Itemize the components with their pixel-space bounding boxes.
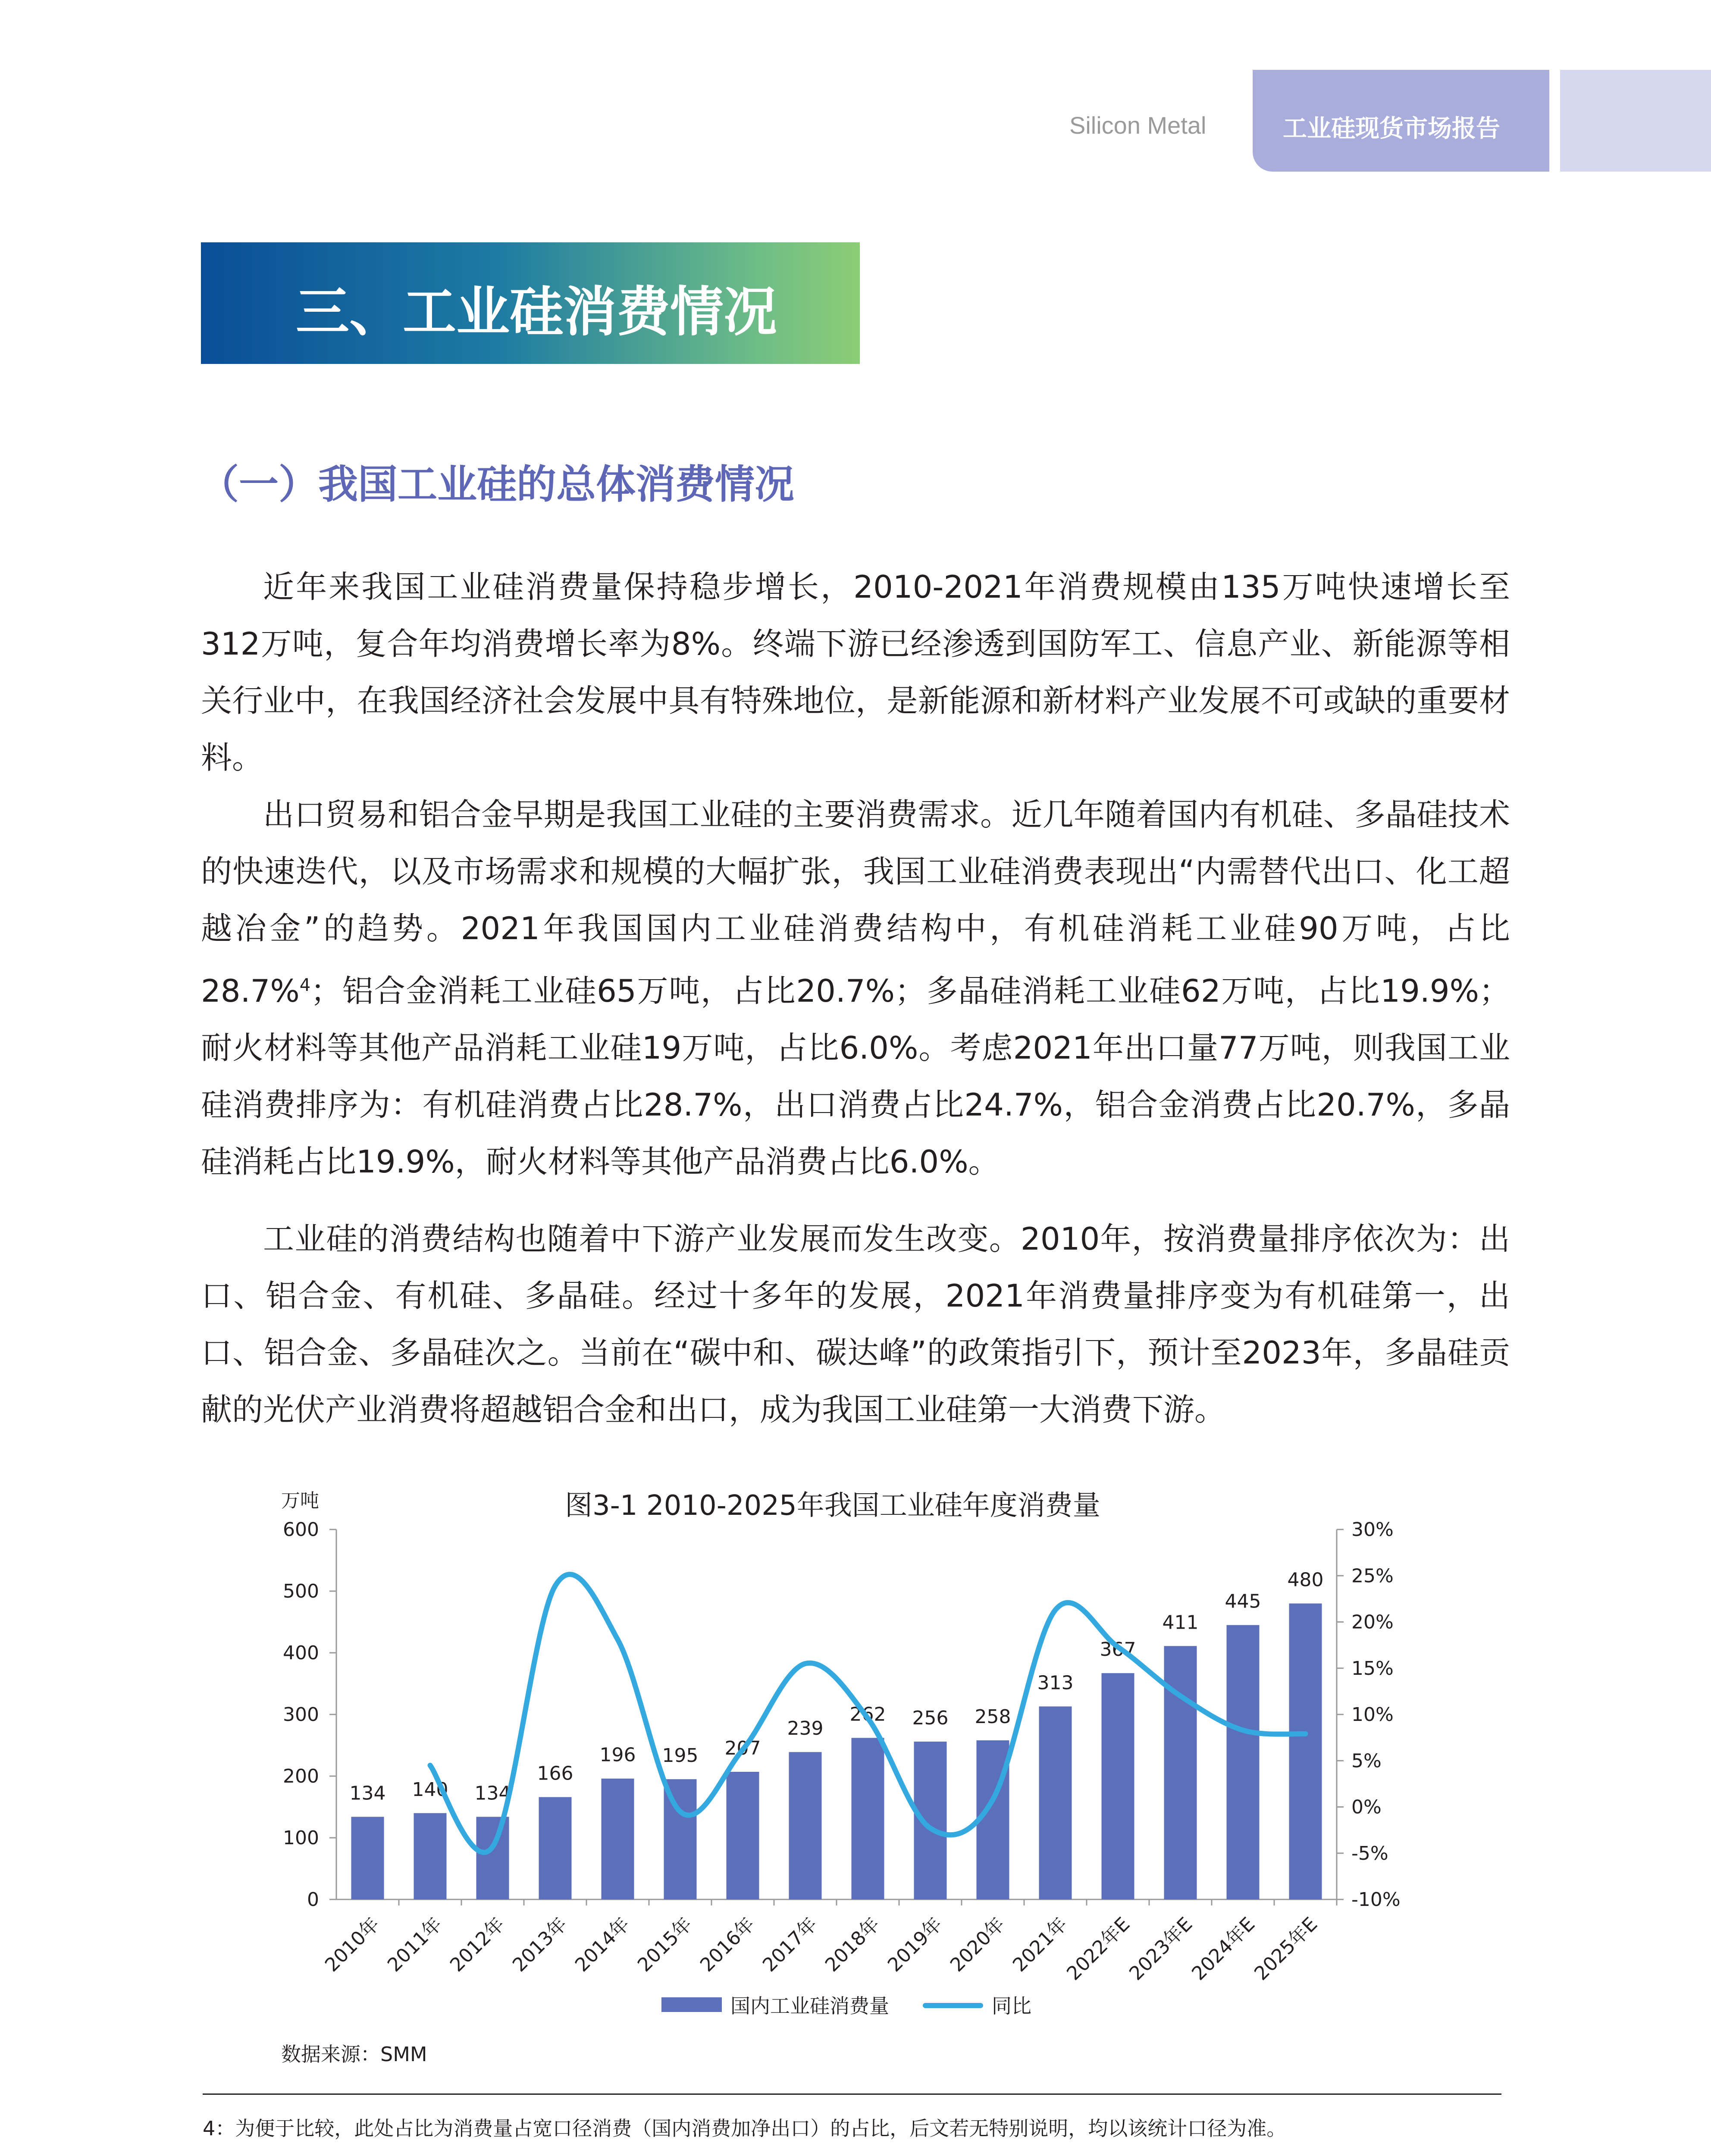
y2-tick-label: 15% bbox=[1351, 1657, 1394, 1680]
x-tick-label: 2022年E bbox=[1062, 1913, 1134, 1985]
paragraph-2-part-2: ；铝合金消耗工业硅65万吨，占比20.7%；多晶硅消耗工业硅62万吨，占比19.9%；耐火材料等其他产品消耗工业硅19万吨，占比6.0%。考虑2021年出口量77万吨，则我国工业硅消费排序为：有机硅消费占比28.7%，出口消费占比24.7%，铝合金消费占比20.7%，多晶硅消耗占比19.9%，耐火材料等其他产品消费占比6.0%。 bbox=[201, 973, 1510, 1180]
y2-tick-label: 25% bbox=[1351, 1565, 1394, 1587]
x-tick-label: 2016年 bbox=[696, 1913, 759, 1977]
y-tick-label: 600 bbox=[283, 1519, 319, 1541]
bar-value-label: 196 bbox=[599, 1744, 636, 1766]
bar bbox=[476, 1817, 509, 1899]
bar-value-label: 258 bbox=[975, 1706, 1011, 1728]
bar-value-label: 195 bbox=[662, 1745, 699, 1767]
bar bbox=[1039, 1706, 1072, 1899]
bar-value-label: 140 bbox=[412, 1778, 448, 1801]
chart-title: 图3-1 2010-2025年我国工业硅年度消费量 bbox=[565, 1490, 1100, 1522]
data-source: 数据来源：SMM bbox=[281, 2043, 427, 2066]
bar-value-label: 313 bbox=[1037, 1672, 1074, 1694]
header-tab-title: 工业硅现货市场报告 bbox=[1283, 115, 1500, 143]
bar bbox=[1164, 1646, 1197, 1899]
x-tick-label: 2015年 bbox=[633, 1913, 697, 1977]
legend-bar-label: 国内工业硅消费量 bbox=[730, 1994, 889, 2018]
paragraph-2-part-1: 出口贸易和铝合金早期是我国工业硅的主要消费需求。近几年随着国内有机硅、多晶硅技术的快速迭代，以及市场需求和规模的大幅扩张，我国工业硅消费表现出“内需替代出口、化工超越冶金”的趋势。2021年我国国内工业硅消费结构中，有机硅消耗工业硅90万吨，占比28.7% bbox=[201, 796, 1510, 1009]
y2-tick-label: 20% bbox=[1351, 1611, 1394, 1633]
footnote: 4：为便于比较，此处占比为消费量占宽口径消费（国内消费加净出口）的占比，后文若无特别说明，均以该统计口径为准。 bbox=[203, 2117, 1287, 2140]
x-tick-label: 2017年 bbox=[758, 1913, 822, 1977]
bar bbox=[414, 1813, 447, 1899]
x-tick-label: 2013年 bbox=[508, 1913, 572, 1977]
bar-value-label: 445 bbox=[1225, 1590, 1261, 1613]
bar-value-label: 239 bbox=[787, 1717, 824, 1740]
x-tick-label: 2023年E bbox=[1125, 1913, 1197, 1985]
bar-value-label: 134 bbox=[474, 1782, 511, 1805]
bar bbox=[1102, 1673, 1134, 1899]
x-tick-label: 2018年 bbox=[821, 1913, 884, 1977]
bar-value-label: 134 bbox=[349, 1782, 386, 1805]
legend-line-swatch bbox=[923, 2003, 983, 2008]
bar-value-label: 166 bbox=[537, 1762, 573, 1785]
bar-value-label: 367 bbox=[1100, 1639, 1136, 1661]
bar-value-label: 480 bbox=[1287, 1569, 1324, 1591]
x-tick-label: 2011年 bbox=[383, 1913, 447, 1977]
x-tick-label: 2014年 bbox=[570, 1913, 634, 1977]
bar-value-label: 262 bbox=[849, 1703, 886, 1726]
y-tick-label: 300 bbox=[283, 1704, 319, 1726]
x-tick-label: 2020年 bbox=[946, 1913, 1009, 1977]
bar bbox=[351, 1817, 384, 1899]
chart-y-unit: 万吨 bbox=[281, 1490, 319, 1512]
y2-tick-label: 0% bbox=[1351, 1796, 1382, 1818]
y2-tick-label: -10% bbox=[1351, 1889, 1401, 1911]
bar-value-label: 411 bbox=[1162, 1611, 1199, 1634]
x-tick-label: 2021年 bbox=[1008, 1913, 1072, 1977]
y-tick-label: 100 bbox=[283, 1827, 319, 1849]
bar-value-label: 207 bbox=[724, 1737, 761, 1759]
x-tick-label: 2019年 bbox=[883, 1913, 947, 1977]
bar bbox=[602, 1779, 634, 1899]
y2-tick-label: 10% bbox=[1351, 1704, 1394, 1726]
y-tick-label: 500 bbox=[283, 1580, 319, 1602]
footnote-divider bbox=[203, 2093, 1501, 2095]
y2-tick-label: 30% bbox=[1351, 1519, 1394, 1541]
legend-line-label: 同比 bbox=[992, 1994, 1031, 2018]
bar bbox=[852, 1738, 884, 1899]
x-tick-label: 2024年E bbox=[1188, 1913, 1260, 1985]
bar bbox=[1289, 1604, 1322, 1899]
section-title: 三、工业硅消费情况 bbox=[296, 281, 777, 343]
bar-value-label: 256 bbox=[912, 1707, 949, 1729]
bar bbox=[789, 1752, 822, 1899]
footnote-ref: 4 bbox=[299, 975, 311, 995]
bar bbox=[914, 1742, 947, 1899]
bar bbox=[539, 1797, 572, 1899]
paragraph-1: 近年来我国工业硅消费量保持稳步增长，2010-2021年消费规模由135万吨快速增长至312万吨，复合年均消费增长率为8%。终端下游已经渗透到国防军工、信息产业、新能源等相关行业中，在我国经济社会发展中具有特殊地位，是新能源和新材料产业发展不可或缺的重要材料。 bbox=[201, 569, 1510, 776]
paragraph-3: 工业硅的消费结构也随着中下游产业发展而发生改变。2010年，按消费量排序依次为：出口、铝合金、有机硅、多晶硅。经过十多年的发展，2021年消费量排序变为有机硅第一，出口、铝合金、多晶硅次之。当前在“碳中和、碳达峰”的政策指引下，预计至2023年，多晶硅贡献的光伏产业消费将超越铝合金和出口，成为我国工业硅第一大消费下游。 bbox=[201, 1221, 1510, 1428]
x-tick-label: 2010年 bbox=[320, 1913, 384, 1977]
header-english-title: Silicon Metal bbox=[1069, 112, 1206, 139]
y-tick-label: 200 bbox=[283, 1765, 319, 1787]
bar bbox=[1227, 1625, 1260, 1899]
y2-tick-label: -5% bbox=[1351, 1842, 1388, 1865]
y-tick-label: 0 bbox=[307, 1889, 319, 1911]
x-tick-label: 2012年 bbox=[445, 1913, 509, 1977]
x-tick-label: 2025年E bbox=[1250, 1913, 1322, 1985]
y2-tick-label: 5% bbox=[1351, 1750, 1382, 1772]
subsection-title: （一）我国工业硅的总体消费情况 bbox=[199, 461, 795, 508]
bar bbox=[727, 1772, 759, 1899]
y-tick-label: 400 bbox=[283, 1642, 319, 1664]
legend-bar-swatch bbox=[661, 1997, 722, 2012]
